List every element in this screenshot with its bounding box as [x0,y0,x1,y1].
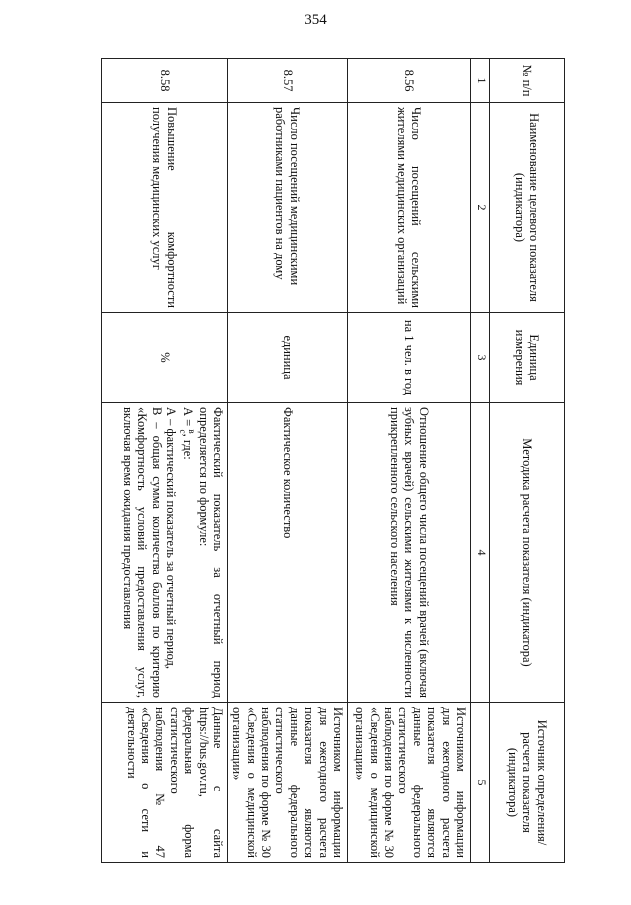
table-row [348,59,471,863]
page-number: 354 [304,12,327,28]
indicator-table [101,58,565,863]
indicator-unit: единица [228,313,348,403]
column-number: 1 [471,59,490,103]
header-source: Источник определения/ расчета показателя (индикатора) [490,703,565,863]
indicator-name: Повышение комфортности получения медицинских услуг [102,103,228,313]
indicator-method [102,403,228,703]
header-method: Методика расчета показателя (индикатора) [490,403,565,703]
formula [178,407,196,698]
indicator-method: Фактическое количество [228,403,348,703]
indicator-source: Источником информации для ежегодного расчета показателя являются данные федерального статистического наблюдения по форме № 30 «Сведения о медицинской организации» [228,703,348,863]
header-row [490,59,565,863]
row-number: 8.56 [348,59,471,103]
indicator-method: Отношение общего числа посещений врачей (включая зубных врачей) сельскими жителями к численности прикрепленного сельского населения [348,403,471,703]
indicator-unit: на 1 чел. в год [348,313,471,403]
indicator-source: Данные с сайта https://bus.gov.ru, федеральная форма статистического наблюдения № 47 «Сведения о сети и деятельности [102,703,228,863]
column-number: 2 [471,103,490,313]
rotated-table-container [108,58,565,862]
method-text: А – фактический показатель за отчетный период, [164,407,179,670]
row-number: 8.58 [102,59,228,103]
indicator-name: Число посещений сельскими жителями медицинских организаций [348,103,471,313]
header-number: № п/п [490,59,565,103]
formula-denominator: с [178,429,189,434]
column-number: 5 [471,703,490,863]
column-number: 4 [471,403,490,703]
table-row [228,59,348,863]
table-row [102,59,228,863]
formula-numerator: в [187,429,198,434]
method-text: Фактический показатель за отчетный период определяется по формуле: [196,407,225,698]
indicator-unit: % [102,313,228,403]
formula-tail: , где: [181,433,196,460]
header-unit: Единица измерения [490,313,565,403]
indicator-name: Число посещений медицинскими работниками пациентов на дому [228,103,348,313]
header-name: Наименование целевого показателя (индикатора) [490,103,565,313]
indicator-source: Источником информации для ежегодного расчета показателя являются данные федерального статистического наблюдения по форме № 30 «Сведения о медицинской организации» [348,703,471,863]
column-number: 3 [471,313,490,403]
method-text: В – общая сумма количества баллов по критерию «Комфортность условий предоставления услуг, включая время ожидания предоставления [121,407,164,698]
column-number-row [471,59,490,863]
row-number: 8.57 [228,59,348,103]
formula-lhs: А = [181,407,196,427]
